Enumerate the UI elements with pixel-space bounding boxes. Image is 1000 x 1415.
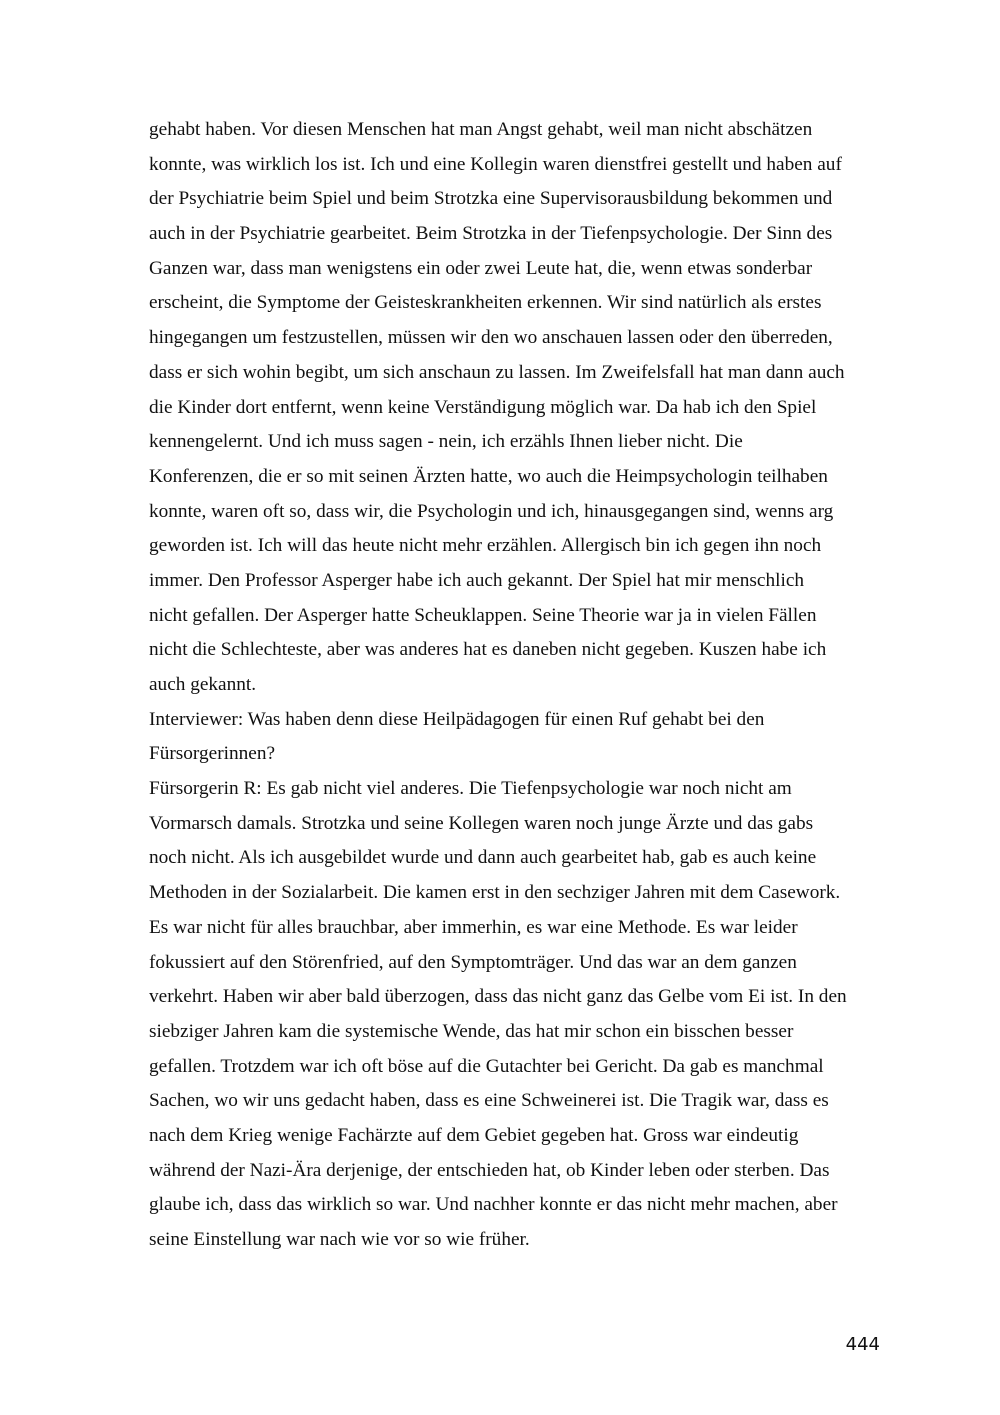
text-line: nach dem Krieg wenige Fachärzte auf dem Gebiet gegeben hat. Gross war eindeutig (149, 1124, 799, 1146)
text-line: kennengelernt. Und ich muss sagen - nein, ich erzähls Ihnen lieber nicht. Die (149, 431, 743, 453)
text-line: der Psychiatrie beim Spiel und beim Strotzka eine Supervisorausbildung bekommen und (149, 188, 833, 210)
text-line: erscheint, die Symptome der Geisteskrankheiten erkennen. Wir sind natürlich als erstes (149, 292, 822, 314)
speaker-line-interviewer: Interviewer: Was haben denn diese Heilpädagogen für einen Ruf gehabt bei den (149, 708, 765, 730)
text-line: auch in der Psychiatrie gearbeitet. Beim Strotzka in der Tiefenpsychologie. Der Sinn des (149, 223, 833, 245)
text-line: nicht gefallen. Der Asperger hatte Scheuklappen. Seine Theorie war ja in vielen Fällen (149, 604, 817, 626)
text-line: Sachen, wo wir uns gedacht haben, dass es eine Schweinerei ist. Die Tragik war, dass es (149, 1090, 829, 1112)
text-line: verkehrt. Haben wir aber bald überzogen, dass das nicht ganz das Gelbe vom Ei ist. In den (149, 986, 847, 1008)
text-line: konnte, waren oft so, dass wir, die Psychologin und ich, hinausgegangen sind, wenns arg (149, 500, 834, 522)
text-line: auch gekannt. (149, 674, 257, 695)
text-line: konnte, was wirklich los ist. Ich und eine Kollegin waren dienstfrei gestellt und haben auf (149, 153, 842, 175)
text-line: immer. Den Professor Asperger habe ich auch gekannt. Der Spiel hat mir menschlich (149, 569, 805, 591)
body-text (149, 113, 889, 1258)
text-line: Fürsorgerinnen? (149, 743, 276, 765)
text-line: hingegangen um festzustellen, müssen wir den wo anschauen lassen oder den überreden, (149, 327, 833, 349)
text-line: die Kinder dort entfernt, wenn keine Verständigung möglich war. Da hab ich den Spiel (149, 396, 817, 418)
text-line: fokussiert auf den Störenfried, auf den Symptomträger. Und das war an dem ganzen (149, 951, 797, 973)
text-line: Konferenzen, die er so mit seinen Ärzten hatte, wo auch die Heimpsychologin teilhaben (149, 465, 828, 487)
text-line: dass er sich wohin begibt, um sich anschaun zu lassen. Im Zweifelsfall hat man dann auch (149, 361, 845, 383)
page-number: 444 (845, 1334, 880, 1355)
text-line: Vormarsch damals. Strotzka und seine Kollegen waren noch junge Ärzte und das gabs (149, 812, 814, 834)
text-line: Methoden in der Sozialarbeit. Die kamen erst in den sechziger Jahren mit dem Casework. (149, 882, 841, 904)
text-line: geworden ist. Ich will das heute nicht mehr erzählen. Allergisch bin ich gegen ihn noch (149, 535, 822, 557)
text-line: glaube ich, dass das wirklich so war. Und nachher konnte er das nicht mehr machen, aber (149, 1194, 838, 1216)
speaker-line-fuersorgerin: Fürsorgerin R: Es gab nicht viel anderes. Die Tiefenpsychologie war noch nicht am (149, 778, 792, 800)
text-line: gefallen. Trotzdem war ich oft böse auf die Gutachter bei Gericht. Da gab es manchmal (149, 1055, 824, 1077)
text-line: nicht die Schlechteste, aber was anderes hat es daneben nicht gegeben. Kuszen habe ich (149, 639, 827, 661)
text-line: gehabt haben. Vor diesen Menschen hat man Angst gehabt, weil man nicht abschätzen (149, 119, 813, 140)
text-line: während der Nazi-Ära derjenige, der entschieden hat, ob Kinder leben oder sterben. Das (149, 1159, 830, 1181)
text-line: siebziger Jahren kam die systemische Wende, das hat mir schon ein bisschen besser (149, 1020, 794, 1042)
text-line: Ganzen war, dass man wenigstens ein oder zwei Leute hat, die, wenn etwas sonderbar (149, 257, 813, 279)
text-line: noch nicht. Als ich ausgebildet wurde und dann auch gearbeitet hab, gab es auch keine (149, 847, 817, 869)
text-line: Es war nicht für alles brauchbar, aber immerhin, es war eine Methode. Es war leider (149, 916, 798, 938)
text-line: seine Einstellung war nach wie vor so wie früher. (149, 1229, 530, 1250)
